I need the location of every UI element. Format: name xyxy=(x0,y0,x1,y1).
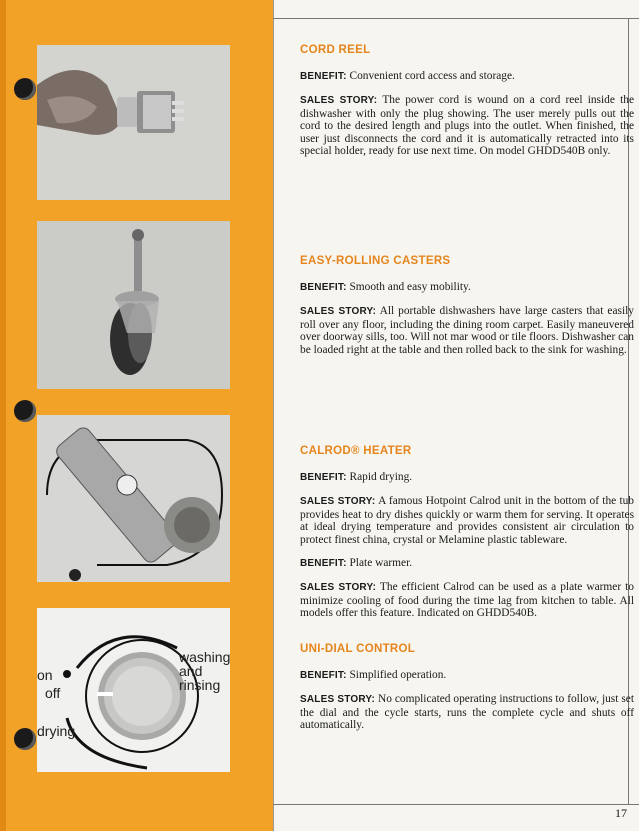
story-label: SALES STORY: xyxy=(300,95,378,107)
benefit-label: BENEFIT: xyxy=(300,282,347,293)
dial-label-washing: washing xyxy=(179,649,230,665)
benefit-paragraph-2 xyxy=(300,557,634,570)
benefit-text: Rapid drying. xyxy=(349,471,413,483)
dial-label-rinsing: rinsing xyxy=(179,677,221,693)
section-heading: UNI-DIAL CONTROL xyxy=(300,643,416,655)
section-heading: EASY-ROLLING CASTERS xyxy=(300,255,451,267)
benefit-label: BENEFIT: xyxy=(300,558,347,570)
benefit-text: Simplified operation. xyxy=(349,669,447,681)
story-paragraph xyxy=(300,94,634,157)
story-paragraph-2 xyxy=(300,581,634,619)
benefit-label: BENEFIT: xyxy=(300,71,347,82)
photo-caster xyxy=(37,221,230,389)
section-heading: CORD REEL xyxy=(300,44,371,56)
story-text: All portable dishwashers have large casters that easily roll over any floor, including the dining room carpet. Easily maneuvered over doorway sills, too. Will not mar wood or tile floors. Dishwasher can be loaded right at the table and then rolled back to the sink for washing. xyxy=(300,305,634,356)
story-text: The efficient Calrod can be used as a plate warmer to minimize cooling of food during the time lag from kitchen to table. All models offer this feature. Indicated on GHDD540B. xyxy=(300,581,634,620)
story-paragraph xyxy=(300,305,634,356)
benefit-paragraph xyxy=(300,281,634,294)
dial-label-on: on xyxy=(37,667,53,683)
photo-cord-reel xyxy=(37,45,230,200)
benefit-paragraph xyxy=(300,471,634,484)
plug-icon xyxy=(37,45,230,200)
section-heading: CALROD® HEATER xyxy=(300,445,412,457)
benefit-label: BENEFIT: xyxy=(300,472,347,483)
dial-label-drying: drying xyxy=(37,723,76,739)
binder-hole xyxy=(14,728,36,750)
section-uni-dial xyxy=(300,643,634,743)
dial-label-off: off xyxy=(45,685,61,701)
story-label: SALES STORY: xyxy=(300,306,377,318)
section-casters xyxy=(300,255,634,367)
benefit-text: Plate warmer. xyxy=(349,557,413,570)
sidebar-edge xyxy=(0,0,6,831)
story-label: SALES STORY: xyxy=(300,694,376,706)
binder-hole xyxy=(14,400,36,422)
story-paragraph xyxy=(300,495,634,546)
benefit-paragraph xyxy=(300,70,634,83)
story-label: SALES STORY: xyxy=(300,496,376,508)
story-label: SALES STORY: xyxy=(300,582,377,594)
heater-icon xyxy=(37,415,230,582)
section-cord-reel xyxy=(300,44,634,168)
benefit-label: BENEFIT: xyxy=(300,670,347,681)
section-calrod-heater xyxy=(300,445,634,631)
photo-calrod-heater xyxy=(37,415,230,582)
top-rule xyxy=(273,18,639,19)
story-paragraph xyxy=(300,693,634,731)
benefit-text: Smooth and easy mobility. xyxy=(349,281,471,293)
benefit-text: Convenient cord access and storage. xyxy=(349,70,515,82)
story-text: A famous Hotpoint Calrod unit in the bottom of the tub provides heat to dry dishes quickly or warm them for serving. It operates at ideal drying temperature and provides consistent air circulation to protect finest china, crystal or Melamine plastic tableware. xyxy=(300,495,635,546)
page-number: 17 xyxy=(615,806,627,820)
story-text: No complicated operating instructions to follow, just set the dial and the cycle starts, runs the complete cycle and shuts off automatically. xyxy=(300,693,634,732)
dial-label-and: and xyxy=(179,663,203,679)
story-text: The power cord is wound on a cord reel inside the dishwasher with only the plug showing. The user merely pulls out the cord to the desired length and plugs into the outlet. When finished, the user just disconnects the cord and it is automatically retracted into its special holder, ready for use next time. On model GHDD540B only. xyxy=(300,94,634,158)
binder-hole xyxy=(14,78,36,100)
bottom-rule xyxy=(273,804,639,805)
caster-icon xyxy=(37,221,230,389)
photo-uni-dial xyxy=(37,608,230,772)
benefit-paragraph xyxy=(300,669,634,682)
